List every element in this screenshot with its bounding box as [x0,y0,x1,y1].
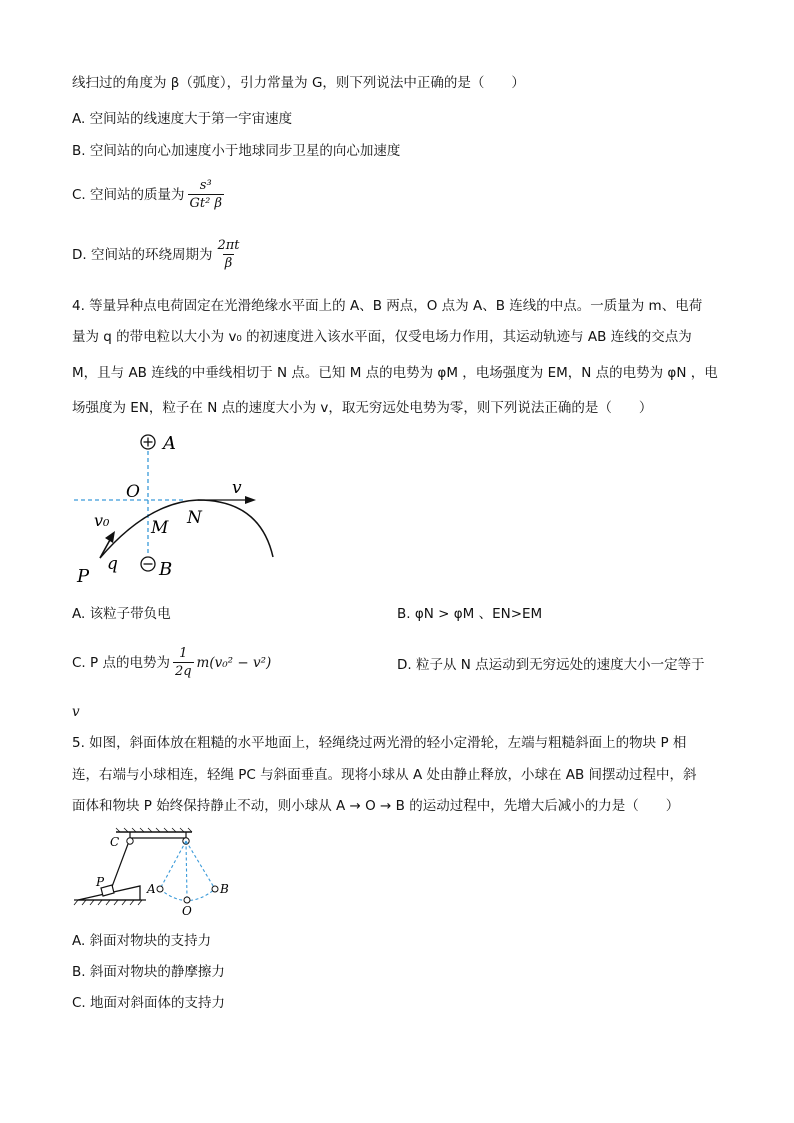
q5-option-b: B. 斜面对物块的静摩擦力 [72,964,225,980]
q5-stem-line-2: 连，右端与小球相连，轻绳 PC 与斜面垂直。现将小球从 A 处由静止释放，小球在 AB 间摆动过程中，斜 [72,767,697,783]
q4-label-b: B [159,559,173,580]
q4-option-c-label: C. P 点的电势为 [72,654,170,671]
q5-label-a: A [147,882,156,896]
q4-option-b: B. φN > φM 、EN>EM [397,606,543,622]
q5-stem-line-1: 5. 如图，斜面体放在粗糙的水平地面上，轻绳绕过两光滑的轻小定滑轮，左端与粗糙斜面上的物块 P 相 [72,735,687,751]
q5-label-p: P [96,875,105,889]
q4-option-a: A. 该粒子带负电 [72,606,171,622]
q5-label-o: O [182,904,192,918]
q5-stem-line-3: 面体和物块 P 始终保持静止不动，则小球从 A → O → B 的运动过程中，先增大后减小的力是（ ） [72,798,680,814]
q4-stem-line-1: 4. 等量异种点电荷固定在光滑绝缘水平面上的 A、B 两点，O 点为 A、B 连线的中点。一质量为 m、电荷 [72,298,703,314]
q5-pendulum-o [186,841,187,898]
q3-option-c-numerator: s³ [199,178,212,193]
q4-label-m: M [151,518,169,538]
q4-stem-line-3: M，且与 AB 连线的中垂线相切于 N 点。已知 M 点的电势为 φM ，电场强度为 EM，N 点的电势为 φN ，电 [72,365,718,381]
q4-label-o: O [126,482,140,502]
q3-option-d-denominator: β [224,256,233,271]
q4-stem-line-2: 量为 q 的带电粒以大小为 v₀ 的初速度进入该水平面，仅受电场力作用，其运动轨迹与 AB 连线的交点为 [72,329,692,345]
q4-label-q: q [107,554,118,574]
q3-option-d-fraction [215,238,241,271]
q3-option-c [72,178,227,211]
q5-option-c: C. 地面对斜面体的支持力 [72,995,226,1011]
q3-option-d-numerator: 2πt [217,238,240,253]
q3-option-d [72,238,245,271]
q4-figure [70,425,285,590]
q5-pendulum-a [160,841,186,889]
q5-label-b: B [220,882,229,896]
q5-pulley-c [127,838,133,844]
q3-option-b: B. 空间站的向心加速度小于地球同步卫星的向心加速度 [72,143,401,159]
q4-option-c-fraction [173,646,194,679]
q4-option-c-denominator: 2q [174,664,192,679]
q5-label-c: C [110,835,120,849]
q5-ball-o [184,897,190,903]
q5-figure [72,826,252,918]
q4-option-c [72,646,271,679]
q4-label-a: A [163,433,176,454]
q3-option-d-label: D. 空间站的环绕周期为 [72,246,213,263]
q3-option-c-label: C. 空间站的质量为 [72,186,185,203]
q4-stem-line-4: 场强度为 EN，粒子在 N 点的速度大小为 v，取无穷远处电势为零，则下列说法正确的是（ ） [72,400,653,416]
q4-option-c-expression: m(v₀² − v²) [196,654,272,671]
q5-rope-pc [110,844,128,892]
q4-option-c-numerator: 1 [179,646,188,661]
q5-option-a: A. 斜面对物块的支持力 [72,933,212,949]
q5-ball-a [157,886,163,892]
q5-pendulum-b [186,841,215,889]
q5-ball-b [212,886,218,892]
q3-option-a: A. 空间站的线速度大于第一宇宙速度 [72,111,293,127]
q4-label-v0: v₀ [94,511,110,530]
q3-stem-tail: 线扫过的角度为 β（弧度），引力常量为 G，则下列说法中正确的是（ ） [72,75,525,91]
q3-option-c-fraction [188,178,224,211]
q4-option-d-continued: v [72,704,80,720]
q4-label-n: N [187,508,202,528]
q4-label-v: v [232,478,242,498]
q3-option-c-denominator: Gt² β [189,196,222,211]
q4-option-d: D. 粒子从 N 点运动到无穷远处的速度大小一定等于 [397,657,705,673]
q4-label-p: P [77,566,90,587]
